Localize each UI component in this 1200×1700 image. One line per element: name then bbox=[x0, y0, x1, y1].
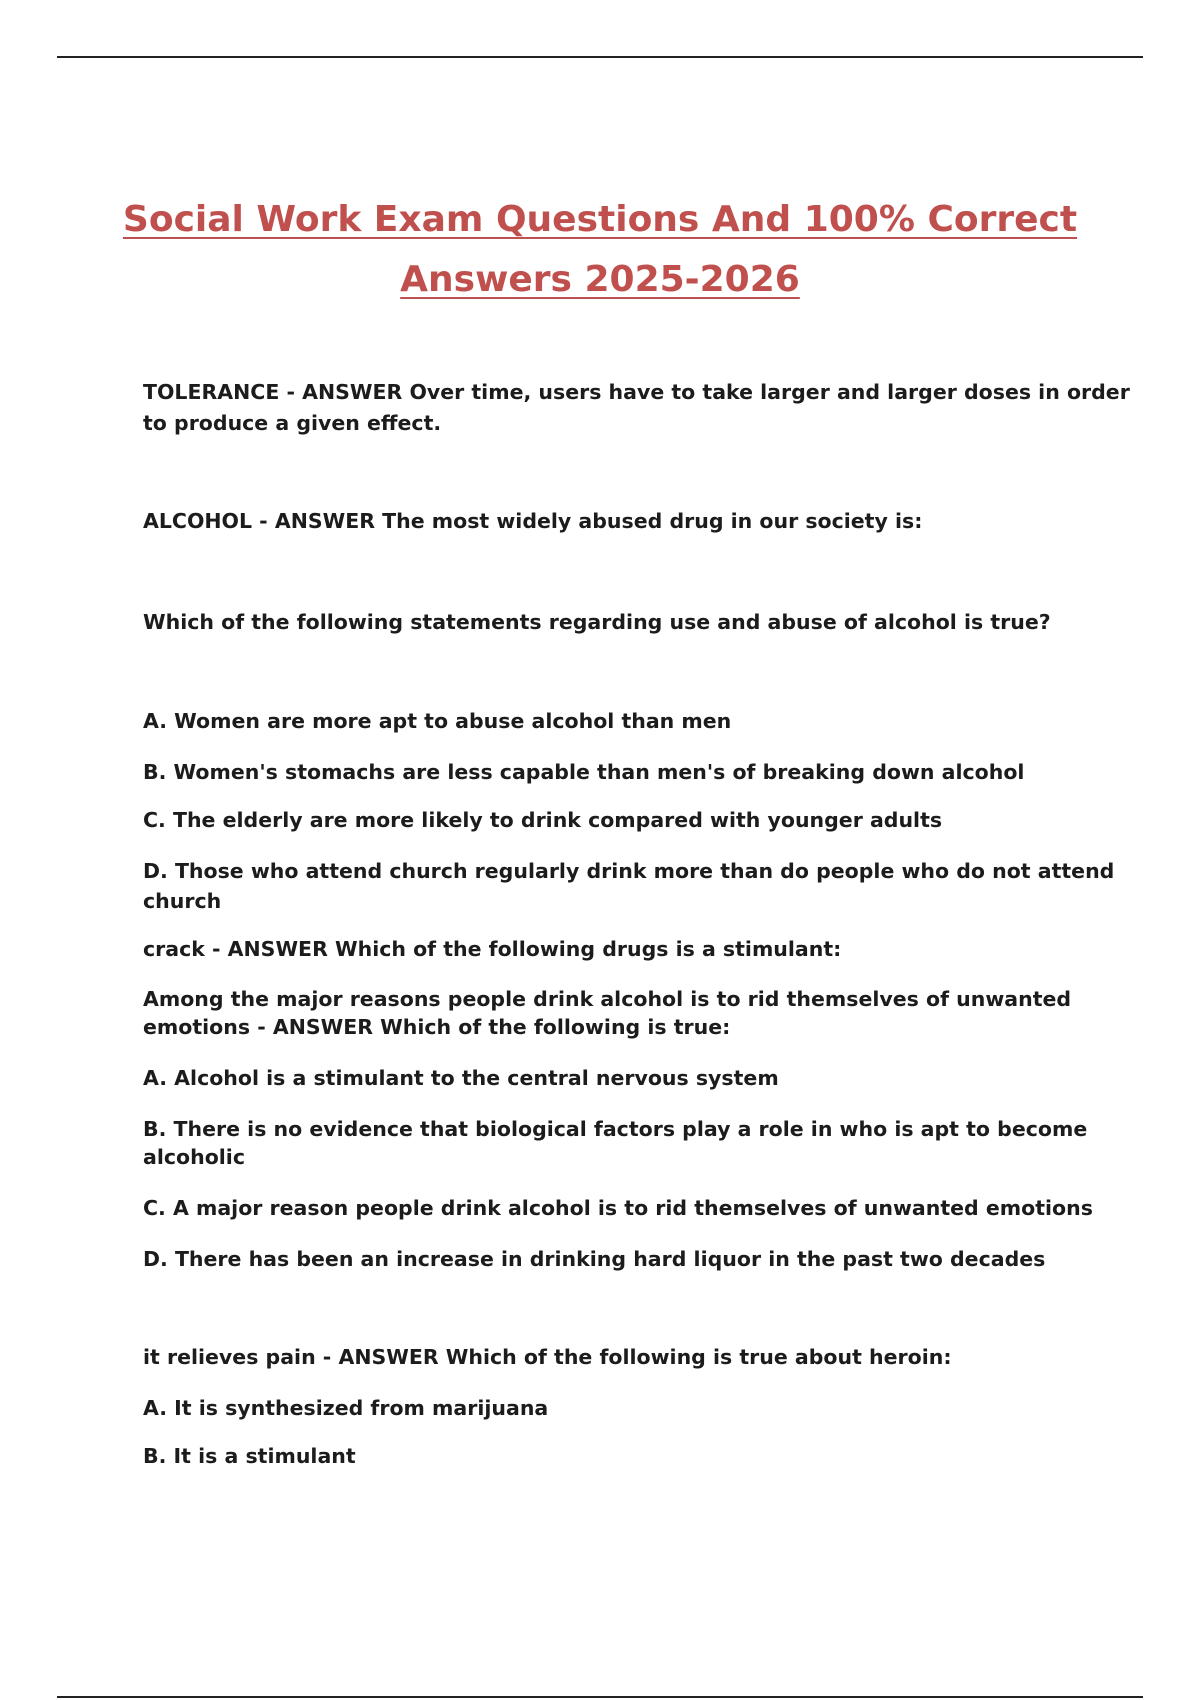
text-line: ALCOHOL - ANSWER The most widely abused drug in our society is: bbox=[143, 509, 923, 533]
text-line: alcoholic bbox=[143, 1145, 245, 1169]
text-line: A. Alcohol is a stimulant to the central nervous system bbox=[143, 1066, 779, 1090]
text-line: A. Women are more apt to abuse alcohol than men bbox=[143, 709, 732, 733]
document-title bbox=[100, 190, 1100, 310]
top-rule bbox=[57, 56, 1143, 58]
text-line: D. There has been an increase in drinking hard liquor in the past two decades bbox=[143, 1247, 1046, 1271]
text-line: to produce a given effect. bbox=[143, 411, 442, 435]
text-line: Which of the following statements regarding use and abuse of alcohol is true? bbox=[143, 610, 1051, 634]
text-line: Among the major reasons people drink alcohol is to rid themselves of unwanted bbox=[143, 987, 1072, 1011]
bottom-rule bbox=[57, 1696, 1143, 1698]
text-line: C. A major reason people drink alcohol is to rid themselves of unwanted emotions bbox=[143, 1196, 1093, 1220]
text-line: C. The elderly are more likely to drink compared with younger adults bbox=[143, 808, 943, 832]
text-line: church bbox=[143, 889, 222, 913]
text-line: emotions - ANSWER Which of the following is true: bbox=[143, 1015, 731, 1039]
title-line-1: Social Work Exam Questions And 100% Correct bbox=[122, 199, 1078, 240]
text-line: crack - ANSWER Which of the following drugs is a stimulant: bbox=[143, 937, 842, 961]
text-line: TOLERANCE - ANSWER Over time, users have to take larger and larger doses in order bbox=[143, 380, 1130, 404]
text-line: B. There is no evidence that biological factors play a role in who is apt to become bbox=[143, 1117, 1088, 1141]
title-line-2: Answers 2025-2026 bbox=[400, 259, 800, 300]
text-line: D. Those who attend church regularly drink more than do people who do not attend bbox=[143, 859, 1115, 883]
text-line: B. It is a stimulant bbox=[143, 1444, 356, 1468]
text-line: A. It is synthesized from marijuana bbox=[143, 1396, 549, 1420]
text-line: it relieves pain - ANSWER Which of the following is true about heroin: bbox=[143, 1345, 952, 1369]
text-line: B. Women's stomachs are less capable than men's of breaking down alcohol bbox=[143, 760, 1025, 784]
